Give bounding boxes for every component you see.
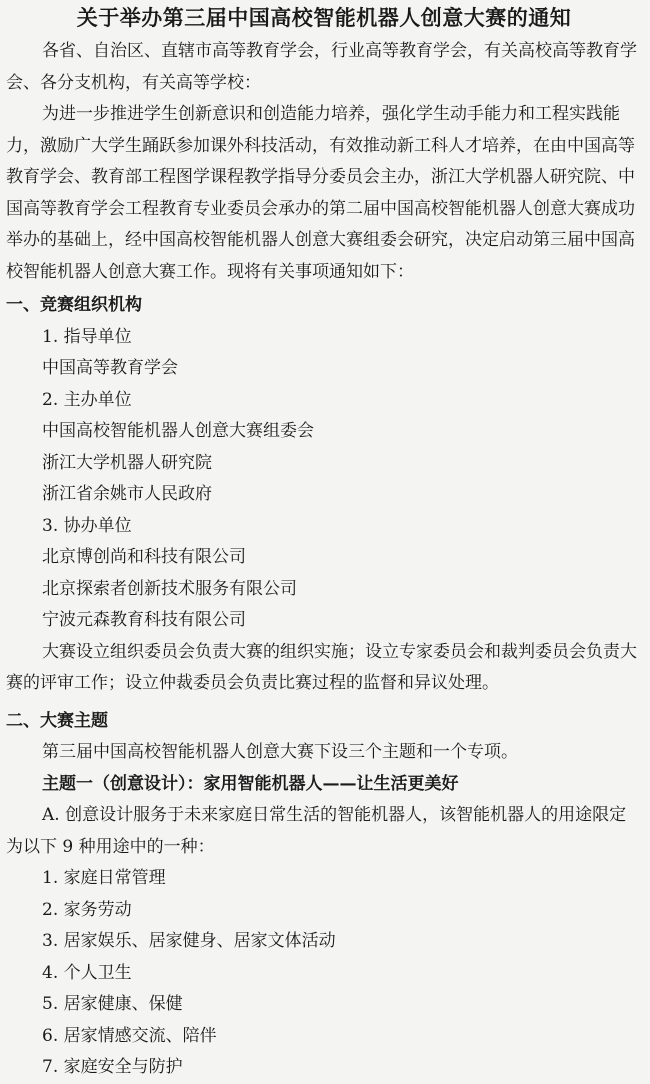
list-item: 3. 居家娱乐、居家健身、居家文体活动 bbox=[42, 931, 336, 951]
list-item: 浙江省余姚市人民政府 bbox=[42, 484, 212, 504]
list-item: 2. 家务劳动 bbox=[42, 899, 132, 920]
list-item: 中国高校智能机器人创意大赛组委会 bbox=[42, 421, 314, 441]
list-item: 1. 家庭日常管理 bbox=[42, 868, 166, 888]
recipients: 各省、自治区、直辖市高等教育学会，行业高等教育学会，有关高校高等教育学会、各分支机构，有关高等学校： bbox=[6, 41, 637, 93]
section-2-intro: 第三届中国高校智能机器人创意大赛下设三个主题和一个专项。 bbox=[42, 742, 518, 762]
list-item: 宁波元森教育科技有限公司 bbox=[42, 610, 246, 630]
list-item: 4. 个人卫生 bbox=[42, 962, 132, 983]
list-item: 7. 家庭安全与防护 bbox=[42, 1057, 183, 1077]
theme-1-heading: 主题一（创意设计）：家用智能机器人——让生活更美好 bbox=[42, 773, 459, 794]
list-item: 北京探索者创新技术服务有限公司 bbox=[42, 578, 297, 599]
list-item: 北京博创尚和科技有限公司 bbox=[42, 547, 246, 567]
list-item: 浙江大学机器人研究院 bbox=[42, 452, 212, 473]
theme-1-description: A. 创意设计服务于未来家庭日常生活的智能机器人，该智能机器人的用途限定为以下 9 种用途中的一种： bbox=[6, 805, 627, 857]
list-item: 2. 主办单位 bbox=[42, 389, 132, 410]
list-item: 6. 居家情感交流、陪伴 bbox=[42, 1025, 217, 1046]
section-1-heading: 一、竞赛组织机构 bbox=[6, 295, 142, 315]
intro-paragraph: 为进一步推进学生创新意识和创造能力培养，强化学生动手能力和工程实践能力，激励广大学生踊跃参加课外科技活动，有效推动新工科人才培养，在由中国高等教育学会、教育部工程图学课程教学指导分委员会主办，浙江大学机器人研究院、中国高等教育学会工程教育专业委员会承办的第二届中国高校智能机器人创意大赛成功举办的基础上，经中国高校智能机器人创意大赛组委会研究，决定启动第三届中国高校智能机器人创意大赛工作。现将有关事项通知如下： bbox=[6, 104, 635, 282]
list-item: 3. 协办单位 bbox=[42, 515, 132, 536]
section-2-heading: 二、大赛主题 bbox=[6, 710, 108, 731]
committee-paragraph: 大赛设立组织委员会负责大赛的组织实施；设立专家委员会和裁判委员会负责大赛的评审工作；设立仲裁委员会负责比赛过程的监督和异议处理。 bbox=[6, 641, 637, 693]
list-item: 5. 居家健康、保健 bbox=[42, 994, 183, 1014]
document-title: 关于举办第三届中国高校智能机器人创意大赛的通知 bbox=[76, 6, 572, 30]
list-item: 中国高等教育学会 bbox=[42, 358, 178, 378]
list-item: 1. 指导单位 bbox=[42, 326, 132, 347]
